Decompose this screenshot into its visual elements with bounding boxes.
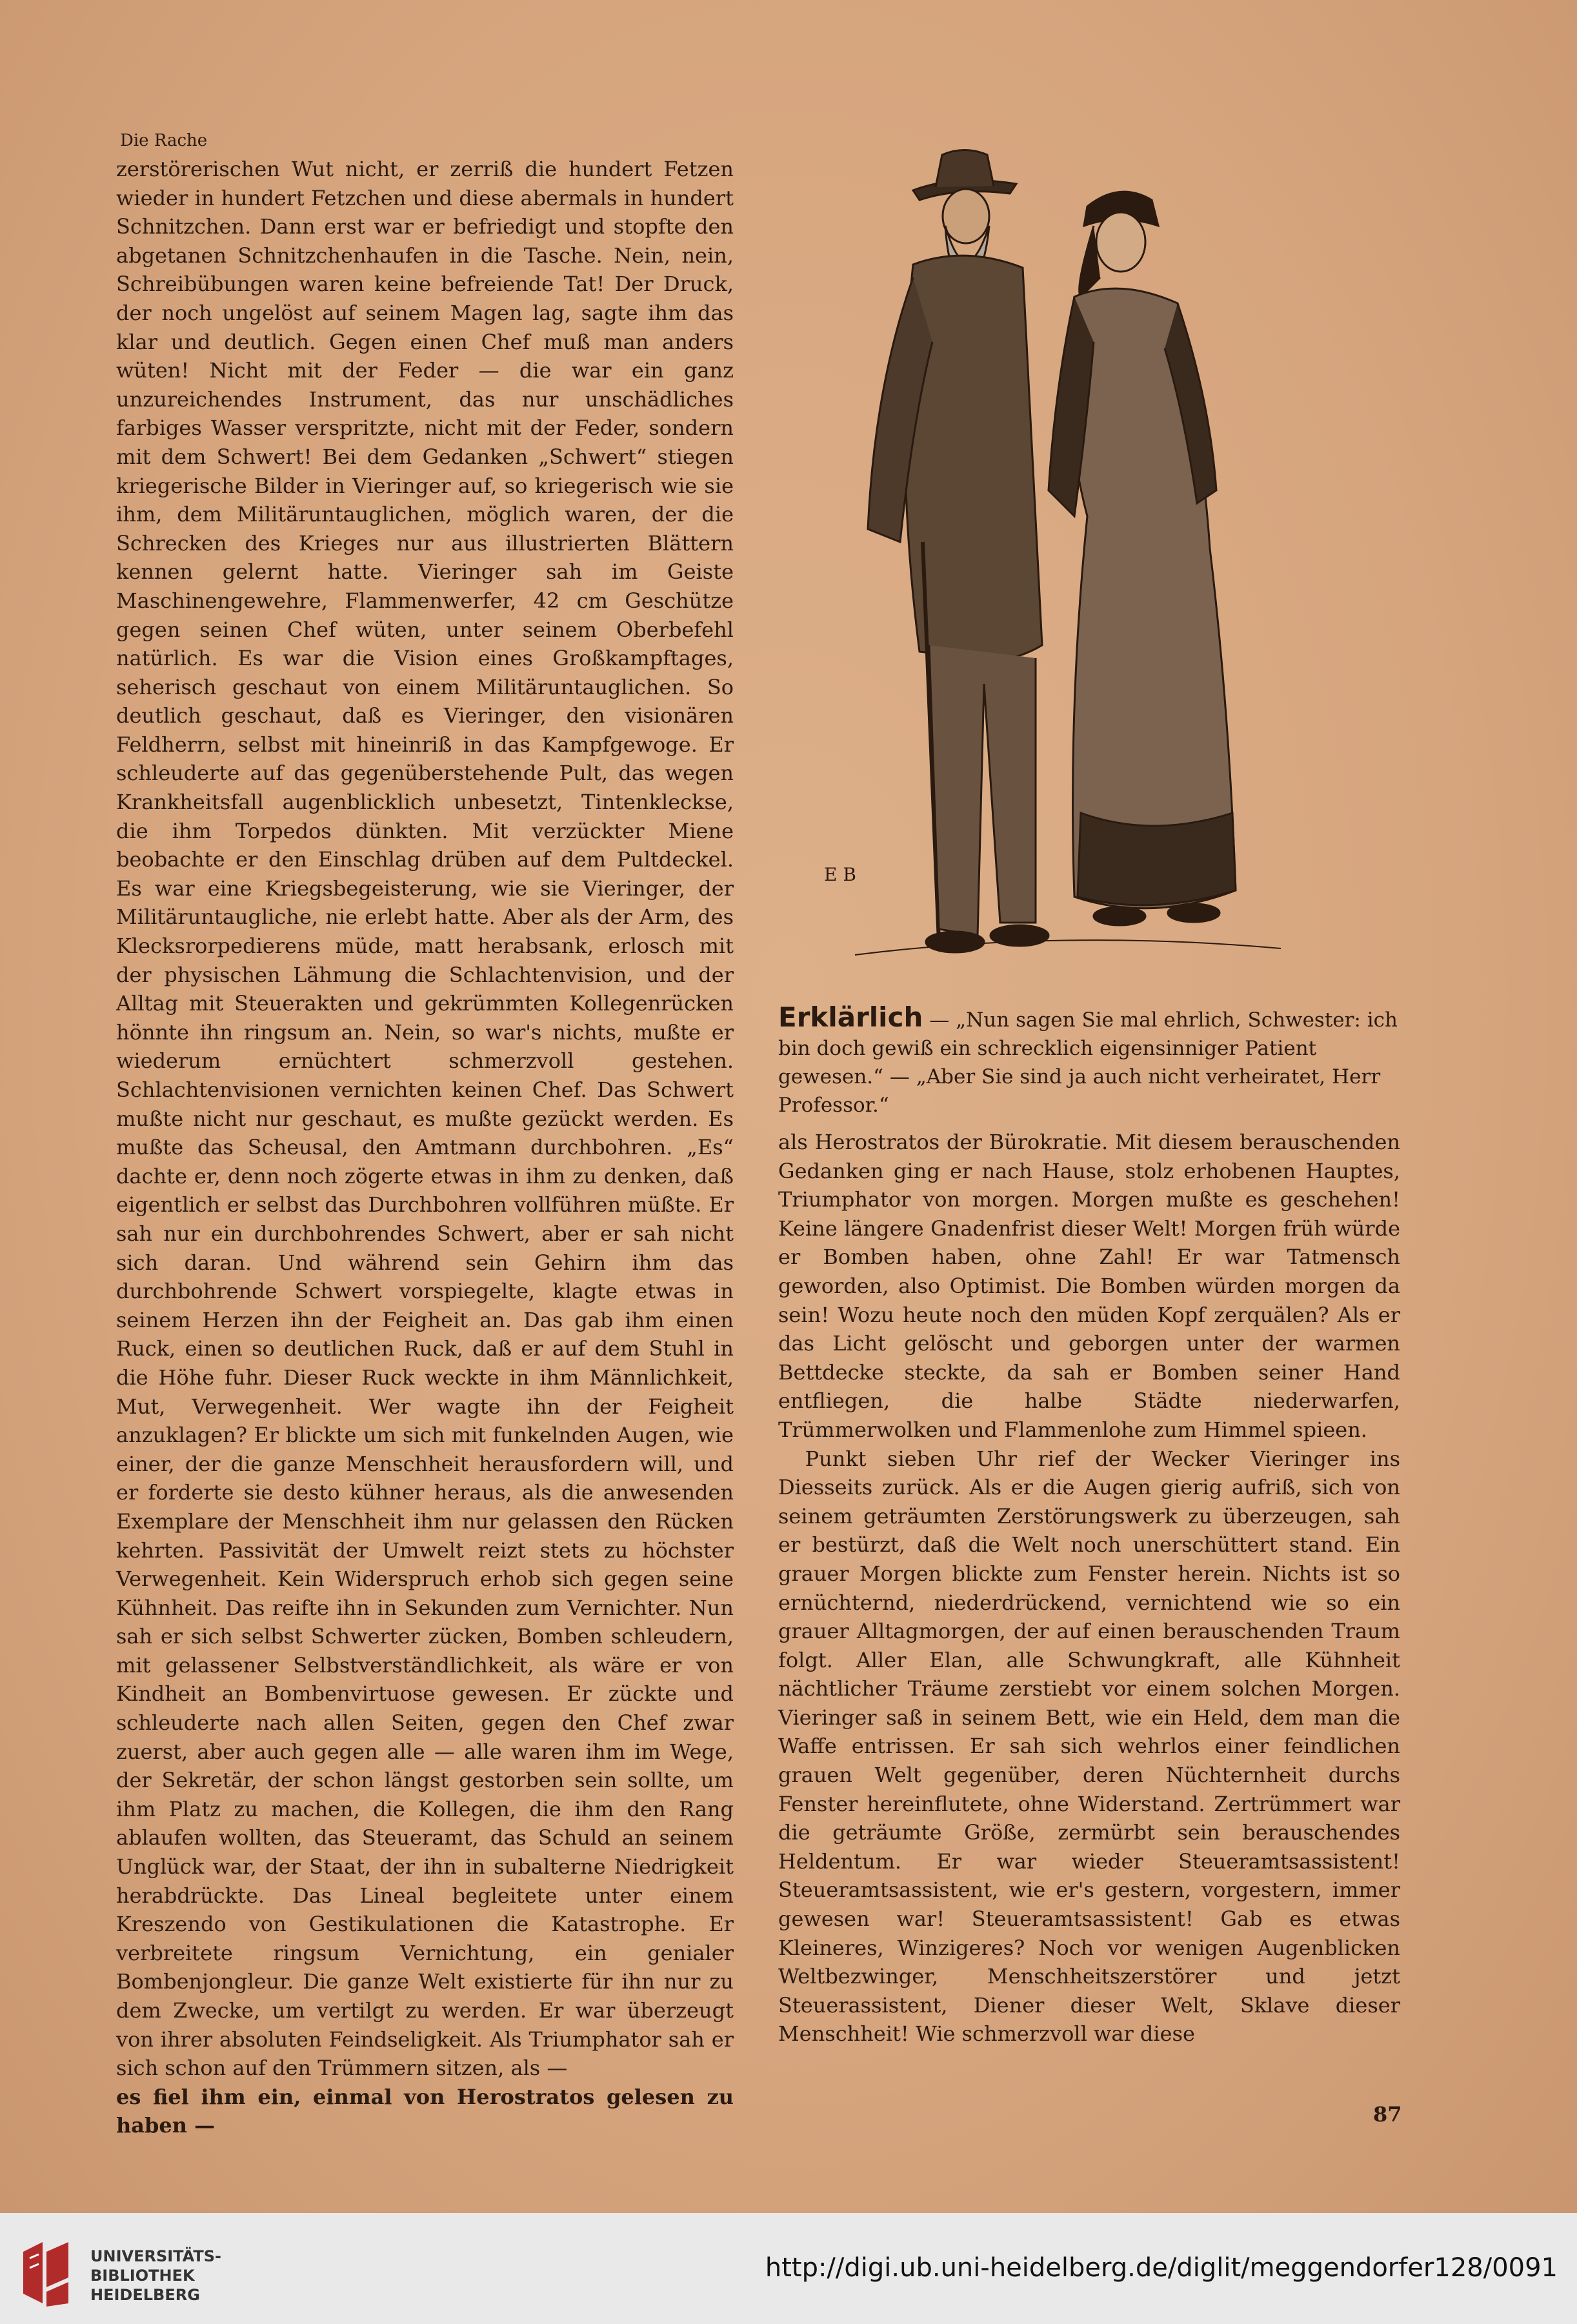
library-footer xyxy=(0,2213,1577,2324)
illustration-signature: E B xyxy=(824,864,856,885)
library-line-2: BIBLIOTHEK xyxy=(90,2267,195,2285)
left-column xyxy=(116,155,734,2140)
right-paragraph-1: als Herostratos der Bürokratie. Mit diesem berauschenden Gedanken ging er nach Hause, stolz erhobenen Hauptes, Triumphator von morgen. Morgen mußte es geschehen! Keine längere Gnadenfrist dieser Welt! Morgen früh würde er Bomben haben, ohne Zahl! Er war Tatmensch geworden, also Optimist. Die Bomben würden morgen da sein! Wozu heute noch den müden Kopf zerquälen? Als er das Licht gelöscht und geborgen unter der warmen Bettdecke steckte, da sah er Bomben seiner Hand entfliegen, die halbe Städte niederwarfen, Trümmerwolken und Flammenlohe zum Himmel spieen. xyxy=(778,1130,1400,1442)
caption-text: — „Nun sagen Sie mal ehrlich, Schwester: ich bin doch gewiß ein schrecklich eigensinniger Patient gewesen.“ — „Aber Sie sind ja auch nicht verheiratet, Herr Professor.“ xyxy=(778,1008,1398,1117)
illustration-caption xyxy=(778,1003,1400,1119)
heidelberg-library-logo-icon xyxy=(17,2239,79,2310)
caption-title: Erklärlich xyxy=(778,1001,923,1033)
right-paragraph-2: Punkt sieben Uhr rief der Wecker Vieringer ins Diesseits zurück. Als er die Augen gierig aufriß, sich von seinem geträumten Zerstörungswerk zu überzeugen, sah er bestürzt, daß die Welt noch unerschüttert stand. Ein grauer Morgen blickte zum Fenster herein. Nichts ist so ernüchternd, niederdrückend, vernichtend wie so ein grauer Alltagmorgen, der auf einen berauschenden Traum folgt. Aller Elan, alle Schwungkraft, alle Kühnheit nächtlicher Träume zerstiebt vor einem solchen Morgen. Vieringer saß in seinem Bett, wie ein Held, dem man die Waffe entrissen. Er sah sich wehrlos einer feindlichen grauen Welt gegenüber, deren Nüchternheit durchs Fenster hereinflutete, ohne Widerstand. Zertrümmert war die geträumte Größe, zermürbt sein berauschendes Heldentum. Er war wieder Steueramtsassistent! Steueramtsassistent, wie er's gestern, vorgestern, immer gewesen war! Steueramtsassistent! Gab es etwas Kleineres, Winzigeres? Noch vor wenigen Augenblicken Weltbezwinger, Menschheitszerstörer und jetzt Steuerassistent, Diener dieser Welt, Sklave dieser Menschheit! Wie schmerzvoll war diese xyxy=(778,1446,1400,2047)
illustration-old-man-and-nurse xyxy=(816,129,1320,994)
left-paragraph: zerstörerischen Wut nicht, er zerriß die hundert Fetzen wieder in hundert Fetzchen und diese abermals in hundert Schnitzchen. Dann erst war er befriedigt und stopfte den abgetanen Schnitzchenhaufen in die Tasche. Nein, nein, Schreibübungen waren keine befreiende Tat! Der Druck, der noch ungelöst auf seinem Magen lag, sagte ihm das klar und deutlich. Gegen einen Chef muß man anders wüten! Nicht mit der Feder — die war ein ganz unzureichendes Instrument, das nur unschädliches farbiges Wasser verspritzte, nicht mit der Feder, sondern mit dem Schwert! Bei dem Gedanken „Schwert“ stiegen kriegerische Bilder in Vieringer auf, so kriegerisch wie sie ihm, dem Militäruntauglichen, möglich waren, der die Schrecken des Krieges nur aus illustrierten Blättern kennen gelernt hatte. Vieringer sah im Geiste Maschinengewehre, Flammenwerfer, 42 cm Geschütze gegen seinen Chef wüten, unter seinem Oberbefehl natürlich. Es war die Vision eines Großkampftages, seherisch geschaut von einem Militäruntauglichen. So deutlich geschaut, daß es Vieringer, den visionären Feldherrn, selbst mit hineinriß in das Kampfgewoge. Er schleuderte auf das gegenüberstehende Pult, das wegen Krankheitsfall augenblicklich unbesetzt, Tintenkleckse, die ihm Torpedos dünkten. Mit verzückter Miene beobachte er den Einschlag drüben auf dem Pultdeckel. Es war eine Kriegsbegeisterung, wie sie Vieringer, der Militäruntaugliche, nie erlebt hatte. Aber als der Arm, des Klecksrorpedierens müde, matt herabsank, erlosch mit der physischen Lähmung die Schlachtenvision, und der Alltag mit Steuerakten und gekrümmten Kollegenrücken hönnte ihn ringsum an. Nein, so war's nichts, mußte er wiederum ernüchtert schmerzvoll gestehen. Schlachtenvisionen vernichten keinen Chef. Das Schwert mußte nicht nur geschaut, es mußte gezückt werden. Es mußte das Scheusal, den Amtmann durchbohren. „Es“ dachte er, denn noch zögerte etwas in ihm zu denken, daß eigentlich er selbst das Durchbohren vollführen müßte. Er sah nur ein durchbohrendes Schwert, aber er sah nicht sich daran. Und während sein Gehirn ihm das durchbohrende Schwert vorspiegelte, klagte etwas in seinem Herzen ihn der Feigheit an. Das gab ihm einen Ruck, einen so deutlichen Ruck, daß er auf dem Stuhl in die Höhe fuhr. Dieser Ruck weckte in ihm Männlichkeit, Mut, Verwegenheit. Wer wagte ihn der Feigheit anzuklagen? Er blickte um sich mit funkelnden Augen, wie einer, der die ganze Menschheit herausfordern will, und er forderte sie desto kühner heraus, als die anwesenden Exemplare der Menschheit ihm nur gelassen den Rücken kehrten. Passivität der Umwelt reizt stets zu höchster Verwegenheit. Kein Widerspruch erhob sich gegen seine Kühnheit. Das reifte ihn in Sekunden zum Vernichter. Nun sah er sich selbst Schwerter zücken, Bomben schleudern, mit gelassener Selbstverständlichkeit, als wäre er von Kindheit an Bombenvirtuose gewesen. Er zückte und schleuderte nach allen Seiten, gegen den Chef zwar zuerst, aber auch gegen alle — alle waren ihm im Wege, der Sekretär, der schon längst gestorben sein sollte, um ihm Platz zu machen, die Kollegen, die ihm den Rang ablaufen wollten, das Steueramt, das Schuld an seinem Unglück war, der Staat, der ihn in subalterne Niedrigkeit herabdrückte. Das Lineal begleitete unter einem Kreszendo von Gestikulationen die Katastrophe. Er verbreitete ringsum Vernichtung, ein genialer Bombenjongleur. Die ganze Welt existierte für ihn nur zu dem Zwecke, um vertilgt zu werden. Er war überzeugt von ihrer absoluten Feindseligkeit. Als Triumphator sah er sich schon auf den Trümmern sitzen, als — xyxy=(116,157,734,2081)
source-url-link[interactable]: http://digi.ub.uni-heidelberg.de/diglit/meggendorfer128/0091 xyxy=(765,2253,1558,2283)
running-header: Die Rache xyxy=(120,131,208,150)
left-last-line: es fiel ihm ein, einmal von Herostratos gelesen zu haben — xyxy=(116,2084,734,2138)
library-line-1: UNIVERSITÄTS- xyxy=(90,2247,222,2265)
page-number: 87 xyxy=(1373,2102,1402,2127)
library-name xyxy=(90,2247,221,2305)
right-column xyxy=(778,1128,1400,2049)
library-line-3: HEIDELBERG xyxy=(90,2286,200,2304)
